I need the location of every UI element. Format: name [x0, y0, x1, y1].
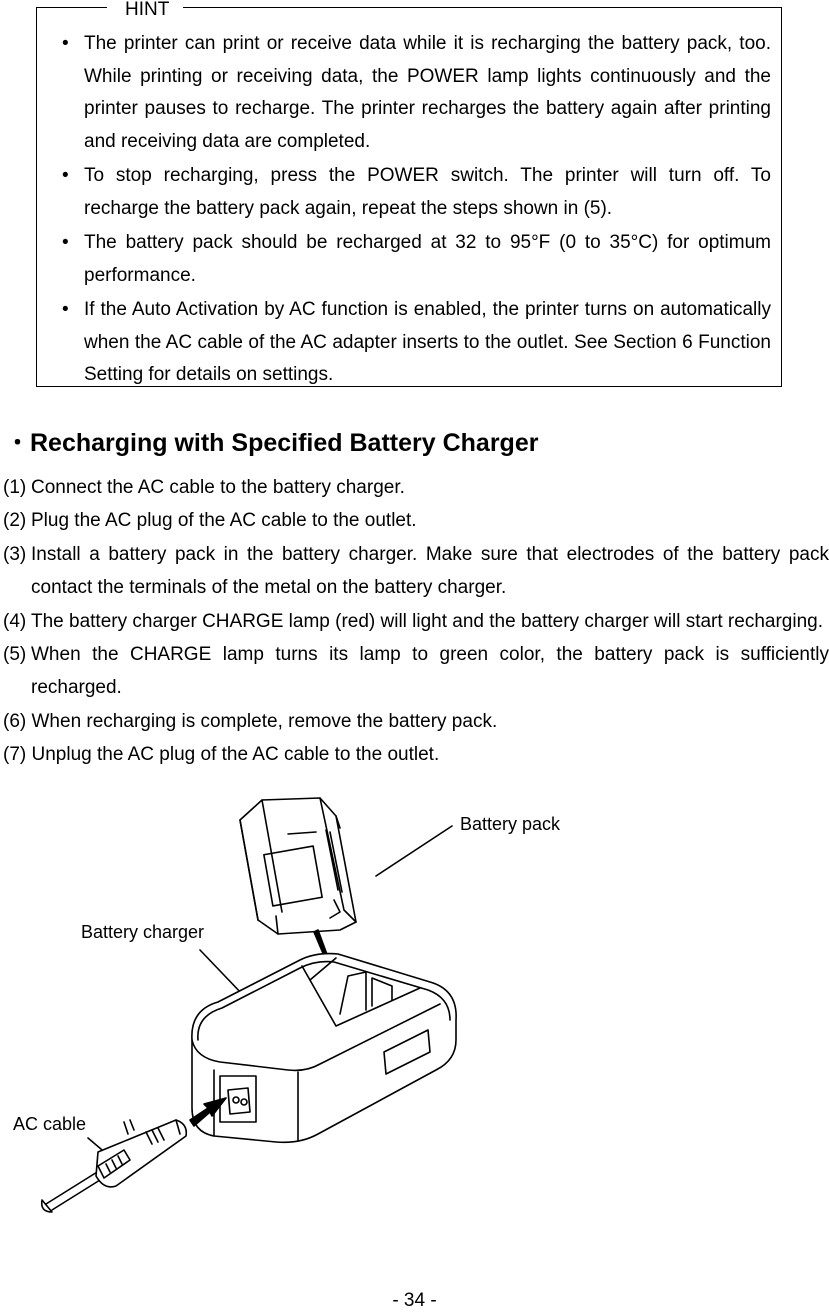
- label-battery-pack: Battery pack: [460, 814, 561, 834]
- label-battery-charger: Battery charger: [81, 922, 205, 942]
- step-item: [3, 738, 829, 771]
- hint-item: [37, 160, 771, 225]
- bullet-icon: •: [62, 299, 69, 320]
- section-title: ・Recharging with Specified Battery Charger: [5, 429, 539, 457]
- label-ac-cable: AC cable: [13, 1114, 87, 1134]
- step-number: (5): [3, 644, 27, 666]
- step-item: [3, 538, 829, 605]
- hint-item-text: The printer can print or receive data while it is recharging the battery pack, too. While printing or receiving data, the POWER lamp lights continuously and the printer pauses to recharge. The printer recharges the battery again after printing and receiving data are completed.: [84, 33, 771, 152]
- hint-item-text: If the Auto Activation by AC function is enabled, the printer turns on automatically when the AC cable of the AC adapter inserts to the outlet. See Section 6 Function Setting for details on settings.: [84, 299, 771, 385]
- battery-pack-leader: [376, 826, 452, 876]
- hint-list: [37, 28, 771, 394]
- step-item: [3, 705, 829, 738]
- step-text: Connect the AC cable to the battery charger.: [31, 477, 405, 498]
- bullet-icon: •: [62, 165, 69, 186]
- hint-item-text: The battery pack should be recharged at 32 to 95°F (0 to 35°C) for optimum performance.: [84, 232, 771, 286]
- page-number: - 34 -: [392, 1290, 437, 1311]
- step-item: [3, 605, 829, 638]
- step-text: (6) When recharging is complete, remove the battery pack.: [3, 710, 498, 732]
- step-text: The battery charger CHARGE lamp (red) will light and the battery charger will start recharging.: [31, 610, 823, 632]
- steps-list: [3, 471, 829, 772]
- step-text: Install a battery pack in the battery charger. Make sure that electrodes of the battery pack contact the terminals of the metal on the battery charger.: [31, 543, 829, 599]
- hint-item: [37, 28, 771, 158]
- charger-drawing: [0, 790, 829, 1230]
- step-item: [3, 638, 829, 705]
- hint-label: HINT: [107, 0, 183, 19]
- step-text: When the CHARGE lamp turns its lamp to green color, the battery pack is sufficiently recharged.: [31, 644, 829, 699]
- bullet-icon: •: [62, 232, 69, 253]
- battery-pack-shape: [240, 798, 356, 934]
- hint-item: [37, 294, 771, 392]
- hint-box: [36, 0, 782, 387]
- hint-item: [37, 227, 771, 292]
- bullet-icon: •: [62, 33, 69, 54]
- step-item: [3, 471, 829, 504]
- step-number: (4): [3, 610, 27, 632]
- charger-illustration: [0, 790, 829, 1230]
- step-text: Plug the AC plug of the AC cable to the outlet.: [31, 510, 417, 532]
- step-number: (2): [3, 510, 27, 532]
- step-text: (7) Unplug the AC plug of the AC cable to the outlet.: [3, 744, 440, 766]
- hint-item-text: To stop recharging, press the POWER switch. The printer will turn off. To recharge the battery pack again, repeat the steps shown in (5).: [84, 165, 771, 219]
- step-number: (3): [3, 543, 27, 565]
- step-number: (1): [3, 477, 27, 498]
- step-item: [3, 504, 829, 537]
